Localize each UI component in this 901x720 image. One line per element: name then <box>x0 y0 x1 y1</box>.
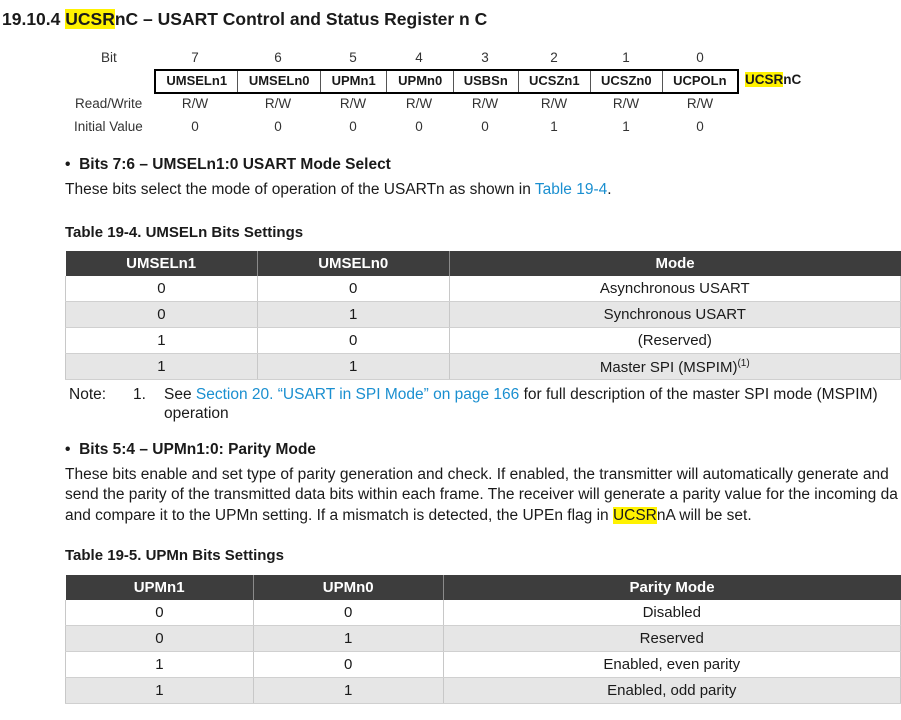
upm-text: and compare it to the UPMn setting. If a mismatch is detected, the UPEn flag in <box>65 507 613 524</box>
register-name <box>745 72 801 87</box>
table-cell: 1 <box>257 354 449 380</box>
table-19-4-link[interactable]: Table 19-4 <box>534 181 608 198</box>
read-write-value: R/W <box>264 96 292 111</box>
table-cell: 1 <box>253 678 443 704</box>
table-cell: 0 <box>257 276 449 302</box>
note-label: Note: <box>69 386 107 403</box>
initial-value: 0 <box>415 119 423 134</box>
note-number: 1. <box>133 386 146 403</box>
column-header: UMSELn1 <box>66 251 258 276</box>
section-title <box>2 9 487 30</box>
upm-text-end: nA will be set. <box>656 507 752 524</box>
bit-number: 2 <box>550 50 558 65</box>
initial-value: 0 <box>481 119 489 134</box>
table-cell: Asynchronous USART <box>449 276 900 302</box>
read-write-value: R/W <box>405 96 433 111</box>
bit-number: 4 <box>415 50 423 65</box>
table-row <box>66 652 901 678</box>
umsel-heading <box>65 156 391 174</box>
section-20-link[interactable]: Section 20. “USART in SPI Mode” on page 166 <box>195 386 520 403</box>
table-cell: 0 <box>66 276 258 302</box>
upmn-settings-table <box>65 575 901 704</box>
table-cell: 1 <box>253 626 443 652</box>
table-19-5-caption: Table 19-5. UPMn Bits Settings <box>65 547 284 564</box>
register-highlight: UCSR <box>65 9 115 29</box>
register-bitfield-box <box>154 69 739 94</box>
register-name-suffix: nC <box>783 72 802 87</box>
table-cell: 1 <box>66 652 254 678</box>
table-row <box>66 678 901 704</box>
table-row <box>66 276 901 302</box>
table-row <box>66 328 901 354</box>
register-suffix: nC <box>114 9 139 29</box>
bit-number: 0 <box>696 50 704 65</box>
upm-heading-text: Bits 5:4 – UPMn1:0: Parity Mode <box>79 441 316 458</box>
bit-number: 5 <box>349 50 357 65</box>
table-cell: Reserved <box>443 626 900 652</box>
section-title-text: – USART Control and Status Register n C <box>138 9 488 29</box>
bit-number: 6 <box>274 50 282 65</box>
umsel-text: These bits select the mode of operation of the USARTn as shown in <box>65 181 535 198</box>
table-cell: 0 <box>253 652 443 678</box>
initial-value: 0 <box>274 119 282 134</box>
column-header: Mode <box>449 251 900 276</box>
column-header: Parity Mode <box>443 575 900 600</box>
table-row <box>66 302 901 328</box>
bit-row-label: Bit <box>101 50 117 65</box>
table-cell: 0 <box>66 600 254 626</box>
column-header: UPMn1 <box>66 575 254 600</box>
bit-number: 3 <box>481 50 489 65</box>
register-field: UMSELn0 <box>238 71 320 92</box>
table-header-row <box>66 251 901 276</box>
read-write-value: R/W <box>612 96 640 111</box>
table-cell: 0 <box>253 600 443 626</box>
note-text <box>164 384 878 405</box>
note-text-end: for full description of the master SPI mode (MSPIM) <box>519 386 878 403</box>
upm-paragraph-line2: send the parity of the transmitted data bits within each frame. The receiver will generate a parity value for the incoming da <box>65 486 898 503</box>
register-highlight: UCSR <box>612 507 657 524</box>
umseln-settings-table <box>65 251 901 380</box>
initial-value: 1 <box>622 119 630 134</box>
column-header: UPMn0 <box>253 575 443 600</box>
register-field: UMSELn1 <box>156 71 238 92</box>
read-write-value: R/W <box>540 96 568 111</box>
table-cell <box>449 354 900 380</box>
table-cell: 0 <box>66 626 254 652</box>
initial-value: 1 <box>550 119 558 134</box>
register-field: UCSZn0 <box>591 71 663 92</box>
note-text-line2: operation <box>164 405 229 422</box>
initial-value: 0 <box>349 119 357 134</box>
table-cell: Enabled, odd parity <box>443 678 900 704</box>
footnote-marker: (1) <box>737 357 750 369</box>
table-cell: 1 <box>66 354 258 380</box>
initial-value-label: Initial Value <box>74 119 143 134</box>
register-name-highlight: UCSR <box>745 72 784 87</box>
table-cell: 1 <box>66 678 254 704</box>
table-cell: 0 <box>66 302 258 328</box>
upm-heading <box>65 441 316 459</box>
upm-paragraph-line3 <box>65 505 752 526</box>
initial-value: 0 <box>696 119 704 134</box>
register-field: UPMn1 <box>321 71 388 92</box>
note-text-start: See <box>164 386 196 403</box>
bullet: • <box>65 156 71 173</box>
mode-text: Master SPI (MSPIM) <box>599 358 738 376</box>
read-write-value: R/W <box>181 96 209 111</box>
read-write-value: R/W <box>471 96 499 111</box>
table-cell: 1 <box>257 302 449 328</box>
register-field: UCSZn1 <box>519 71 592 92</box>
read-write-value: R/W <box>339 96 367 111</box>
umsel-description <box>65 179 612 200</box>
table-row <box>66 600 901 626</box>
section-number: 19.10.4 <box>2 9 61 29</box>
table-cell: Enabled, even parity <box>443 652 900 678</box>
register-field: UPMn0 <box>387 71 454 92</box>
read-write-value: R/W <box>686 96 714 111</box>
table-cell: Disabled <box>443 600 900 626</box>
bit-number: 1 <box>622 50 630 65</box>
table-cell: 0 <box>257 328 449 354</box>
table-cell: 1 <box>66 328 258 354</box>
register-field: UCPOLn <box>673 73 727 88</box>
umsel-text-end: . <box>607 181 612 198</box>
table-cell: (Reserved) <box>449 328 900 354</box>
initial-value: 0 <box>191 119 199 134</box>
bit-number: 7 <box>191 50 199 65</box>
column-header: UMSELn0 <box>257 251 449 276</box>
read-write-label: Read/Write <box>75 96 143 111</box>
table-header-row <box>66 575 901 600</box>
table-cell: Synchronous USART <box>449 302 900 328</box>
upm-paragraph-line1: These bits enable and set type of parity generation and check. If enabled, the transmitter will automatically generate and <box>65 466 889 483</box>
umsel-heading-text: Bits 7:6 – UMSELn1:0 USART Mode Select <box>79 156 391 173</box>
bullet: • <box>65 441 71 458</box>
table-row <box>66 354 901 380</box>
table-19-4-caption: Table 19-4. UMSELn Bits Settings <box>65 224 304 241</box>
register-field: USBSn <box>454 71 519 92</box>
table-row <box>66 626 901 652</box>
